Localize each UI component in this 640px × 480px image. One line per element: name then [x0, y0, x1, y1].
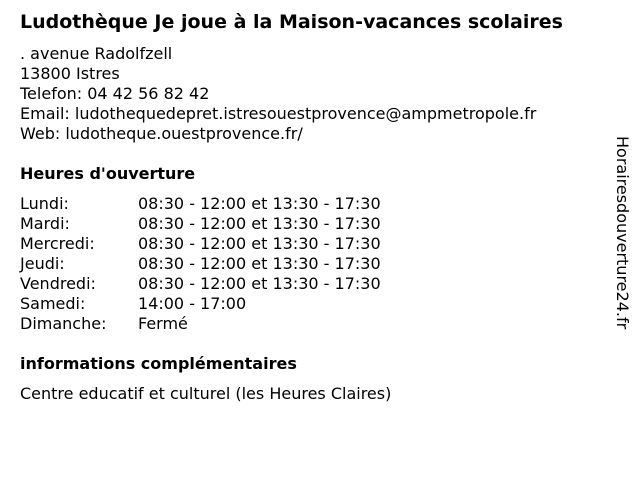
time-value: 08:30 - 12:00 et 13:30 - 17:30 [138, 194, 381, 213]
day-label: Lundi: [20, 194, 69, 213]
address-city: 13800 Istres [20, 64, 120, 83]
day-label: Jeudi: [20, 254, 65, 273]
hours-row-mardi [20, 214, 440, 234]
day-label: Vendredi: [20, 274, 96, 293]
day-label: Dimanche: [20, 314, 107, 333]
time-value: 08:30 - 12:00 et 13:30 - 17:30 [138, 214, 381, 233]
page-title: Ludothèque Je joue à la Maison-vacances scolaires [20, 11, 563, 33]
time-value: 14:00 - 17:00 [138, 294, 247, 313]
time-value: 08:30 - 12:00 et 13:30 - 17:30 [138, 274, 381, 293]
time-value: 08:30 - 12:00 et 13:30 - 17:30 [138, 234, 381, 253]
email-address: Email: ludothequedepret.istresouestprovence@ampmetropole.fr [20, 104, 537, 123]
site-watermark: Horairesdouverture24.fr [613, 136, 632, 330]
website-address: Web: ludotheque.ouestprovence.fr/ [20, 124, 303, 143]
day-label: Mercredi: [20, 234, 95, 253]
phone-number: Telefon: 04 42 56 82 42 [20, 84, 210, 103]
hours-table [20, 194, 440, 334]
info-heading: informations complémentaires [20, 354, 297, 373]
info-text: Centre educatif et culturel (les Heures Claires) [20, 384, 392, 403]
hours-row-mercredi [20, 234, 440, 254]
hours-row-dimanche [20, 314, 440, 334]
hours-row-vendredi [20, 274, 440, 294]
time-value: Fermé [138, 314, 188, 333]
address-street: . avenue Radolfzell [20, 44, 173, 63]
day-label: Samedi: [20, 294, 86, 313]
hours-row-jeudi [20, 254, 440, 274]
hours-row-lundi [20, 194, 440, 214]
time-value: 08:30 - 12:00 et 13:30 - 17:30 [138, 254, 381, 273]
hours-row-samedi [20, 294, 440, 314]
hours-heading: Heures d'ouverture [20, 164, 196, 183]
contact-block [20, 44, 536, 144]
day-label: Mardi: [20, 214, 70, 233]
